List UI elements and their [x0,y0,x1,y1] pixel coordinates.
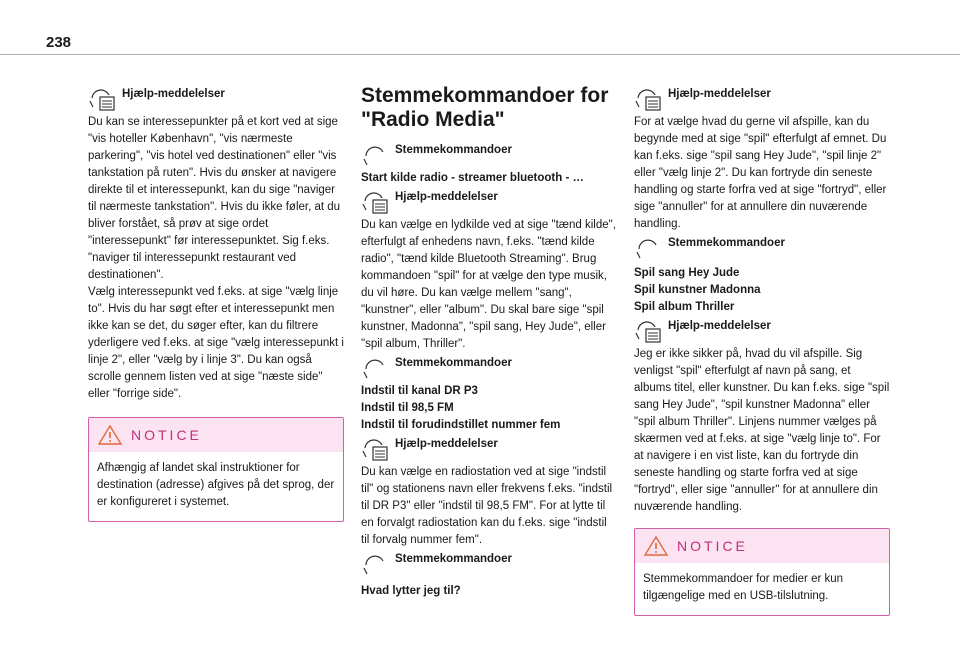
help-label: Hjælp-meddelelser [395,191,498,203]
command-line: Start kilde radio - streamer bluetooth - … [361,172,585,184]
voice-command-icon [361,355,391,381]
column-3 [634,84,890,616]
notice-text: Afhængig af landet skal instruktioner for destination (adresse) afgives på det sprog, der er konfigureret i systemet. [97,462,335,508]
help-message-icon [361,189,391,215]
help-message-icon [361,436,391,462]
help-paragraph: Du kan vælge en radiostation ved at sige "indstil til" og stationens navn eller frekvens f.eks. "indstil til DR P3" eller "indstil til 98,5 FM". For at lytte til en forvalgt radiostation kan du f.eks. sige "indstil til forvalg nummer fem". [361,466,613,546]
voice-command-heading [634,233,890,263]
header-rule [0,54,960,55]
page-number: 238 [46,34,72,51]
notice-title: NOTICE [677,538,748,554]
help-paragraph: Vælg interessepunkt ved f.eks. at sige "vælg linje to". Hvis du har søgt efter et interessepunkt men ikke kan se det, du søger efter, kan du filtrere yderligere ved f.eks. at sige "vælg interessepunkt i linje 2", eller "vælg by i linje 3". Du kan også scrolle gennem listen ved at sige "næste side" eller "forrige side". [88,286,344,400]
column-1 [88,84,344,522]
help-label: Hjælp-meddelelser [122,88,225,100]
help-message-icon [634,86,664,112]
help-paragraph: Du kan se interessepunkter på et kort ved at sige "vis hoteller København", "vis nærmeste parkering", "vis hotel ved destinationen" eller "vis tankstation på ruten". Hvis du ønsker at navigere direkte til et interessepunkt, kan du sige "naviger til nærmeste tankstation". Hvis du ikke føler, at du bliver forstået, så prøv at sige ordet "interessepunkt" før interessepunktet. Sig f.eks. "naviger til interessepunkt restaurant ved destinationen". [88,116,341,281]
voice-command-label: Stemmekommandoer [395,144,512,156]
command-line: Indstil til 98,5 FM [361,402,454,414]
column-2 [361,84,616,600]
voice-command-label: Stemmekommandoer [395,553,512,565]
voice-command-heading [361,353,616,383]
help-label: Hjælp-meddelelser [395,438,498,450]
voice-command-heading [361,549,616,579]
notice-header [89,418,343,452]
help-heading [634,84,890,114]
help-paragraph: Du kan vælge en lydkilde ved at sige "tænd kilde", efterfulgt af enhedens navn, f.eks. "tænd kilde radio", "tænd kilde Bluetooth Streaming". Brug kommandoen "spil" for at vælge den type musik, du vil høre. Du kan vælge mellem "sang", "kunstner", eller "album". Du skal bare sige "spil kunstner, Madonna", "spil sang, Hey Jude", eller "spil album, Thriller". [361,219,616,350]
help-label: Hjælp-meddelelser [668,88,771,100]
voice-command-icon [361,142,391,168]
notice-box [634,528,890,616]
help-paragraph: Jeg er ikke sikker på, hvad du vil afspille. Sig venligst "spil" efterfulgt af navn på sang, et albums titel, eller kunstner. Du kan f.eks. sige "spil sang Hey Jude", "spil kunstner Madonna" eller "spil album Thriller". Linjens nummer vælges på skærmen ved at f.eks. at sige "vælg linje to". For at navigere i en vist liste, kan du fortryde din seneste handling og starte forfra ved at sige "fortryd", eller sige "annuller" for at annullere din nuværende handling. [634,348,890,513]
command-line: Spil album Thriller [634,301,735,313]
help-paragraph: For at vælge hvad du gerne vil afspille, kan du begynde med at sige "spil" efterfulgt af emnet. Du kan f.eks. sige "spil sang Hey Jude", "spil linje 2" eller "vælg linje 2". Du kan fortryde din seneste handling og starte forfra ved at sige "fortryd", eller sige "annuller" for at annullere din nuværende handling. [634,116,887,230]
command-line: Spil kunstner Madonna [634,284,761,296]
warning-triangle-icon [97,424,123,446]
help-label: Hjælp-meddelelser [668,320,771,332]
command-line: Indstil til forudindstillet nummer fem [361,419,561,431]
help-heading [361,187,616,217]
help-heading [361,434,616,464]
voice-command-label: Stemmekommandoer [395,357,512,369]
help-message-icon [634,318,664,344]
command-line: Indstil til kanal DR P3 [361,385,478,397]
voice-command-label: Stemmekommandoer [668,237,785,249]
notice-header [635,529,889,563]
voice-command-heading [361,140,616,170]
notice-text: Stemmekommandoer for medier er kun tilgængelige med en USB-tilslutning. [643,573,844,602]
command-line: Spil sang Hey Jude [634,267,740,279]
notice-box [88,417,344,522]
notice-title: NOTICE [131,427,202,443]
help-heading [634,316,890,346]
help-heading [88,84,344,114]
section-title: Stemmekommandoer for "Radio Media" [361,84,609,131]
command-line: Hvad lytter jeg til? [361,585,461,597]
voice-command-icon [634,235,664,261]
help-message-icon [88,86,118,112]
warning-triangle-icon [643,535,669,557]
voice-command-icon [361,551,391,577]
